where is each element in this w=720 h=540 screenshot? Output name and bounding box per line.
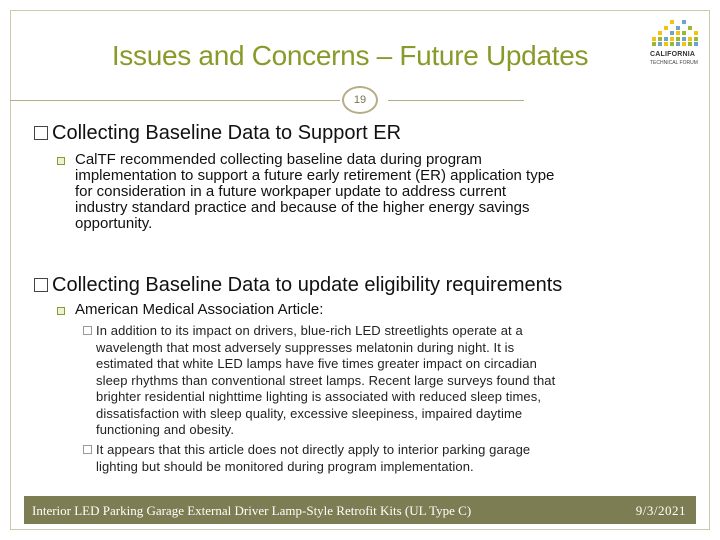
logo-dot [670,31,674,35]
bullet-caltf-recommendation [75,152,695,232]
logo-dot [682,31,686,35]
bullet-line: American Medical Association Article: [75,301,324,318]
logo-dot [688,42,692,46]
footer-bar [24,496,696,524]
title-rule-left [10,100,340,101]
title-rule-right [388,100,524,101]
footer-date: 9/3/2021 [635,503,686,518]
logo-dot [658,42,662,46]
square-bullet-icon [57,157,65,165]
sub-bullet-line: estimated that white LED lamps have five times greater impact on circadian [96,356,537,371]
logo-dot [658,37,662,41]
logo-dot [664,42,668,46]
logo-text-line2: TECHNICAL FORUM [650,60,698,66]
logo-dot [676,26,680,30]
logo-text-line1: CALIFORNIA [650,51,696,58]
logo-dot-grid [652,20,698,48]
logo-dot [694,31,698,35]
logo-dot [676,37,680,41]
sub-bullet-line: dissatisfaction with sleep quality, excessive sleepiness, impaired daytime [96,405,523,421]
sub-bullet-led-impact [96,323,696,439]
logo-dot [682,42,686,46]
logo-dot [688,37,692,41]
bullet-line: opportunity. [75,215,153,232]
sub-bullet-line: It appears that this article does not directly apply to interior parking garage [96,442,531,457]
bullet-line: CalTF recommended collecting baseline data during program [75,151,482,168]
bullet-line: for consideration in a future workpaper update to address current [75,183,507,200]
bullet-line: implementation to support a future early retirement (ER) application type [75,167,555,184]
square-bullet-icon [57,307,65,315]
california-technical-forum-logo [650,20,698,72]
logo-dot [682,37,686,41]
section-heading-eligibility [34,274,562,297]
logo-dot [676,31,680,35]
logo-dot [652,42,656,46]
logo-dot [664,37,668,41]
section-heading-text: Collecting Baseline Data to Support ER [52,122,402,144]
bullet-ama-article [75,302,695,318]
slide-title: Issues and Concerns – Future Updates [111,40,589,71]
logo-dot [694,42,698,46]
sub-bullet-line: sleep rhythms than conventional street lamps. Recent large surveys found that [96,372,556,388]
logo-dot [658,31,662,35]
sub-bullet-line: functioning and obesity. [96,422,235,437]
section-heading-baseline-er [34,122,401,145]
logo-dot [670,37,674,41]
sub-bullet-line: brighter residential nighttime lighting is associated with reduced sleep times, [96,389,542,404]
logo-dot [694,37,698,41]
logo-dot [670,42,674,46]
logo-dot [652,37,656,41]
sub-bullet-line: wavelength that most adversely suppresses melatonin during night. It is [96,339,515,355]
sub-bullet-monitor [96,442,696,475]
checkbox-bullet-icon [34,278,48,292]
logo-dot [670,20,674,24]
sub-bullet-icon [83,326,92,335]
footer-title: Interior LED Parking Garage External Driver Lamp-Style Retrofit Kits (UL Type C) [32,503,472,518]
logo-dot [676,42,680,46]
sub-bullet-line: lighting but should be monitored during program implementation. [96,458,474,474]
logo-dot [664,26,668,30]
logo-dot [688,26,692,30]
sub-bullet-line: In addition to its impact on drivers, blue-rich LED streetlights operate at a [96,323,523,338]
section-heading-text: Collecting Baseline Data to update eligibility requirements [52,274,563,296]
checkbox-bullet-icon [34,126,48,140]
bullet-line: industry standard practice and because of the higher energy savings [75,199,530,216]
page-number-badge: 19 [342,86,378,114]
logo-dot [682,20,686,24]
sub-bullet-icon [83,445,92,454]
